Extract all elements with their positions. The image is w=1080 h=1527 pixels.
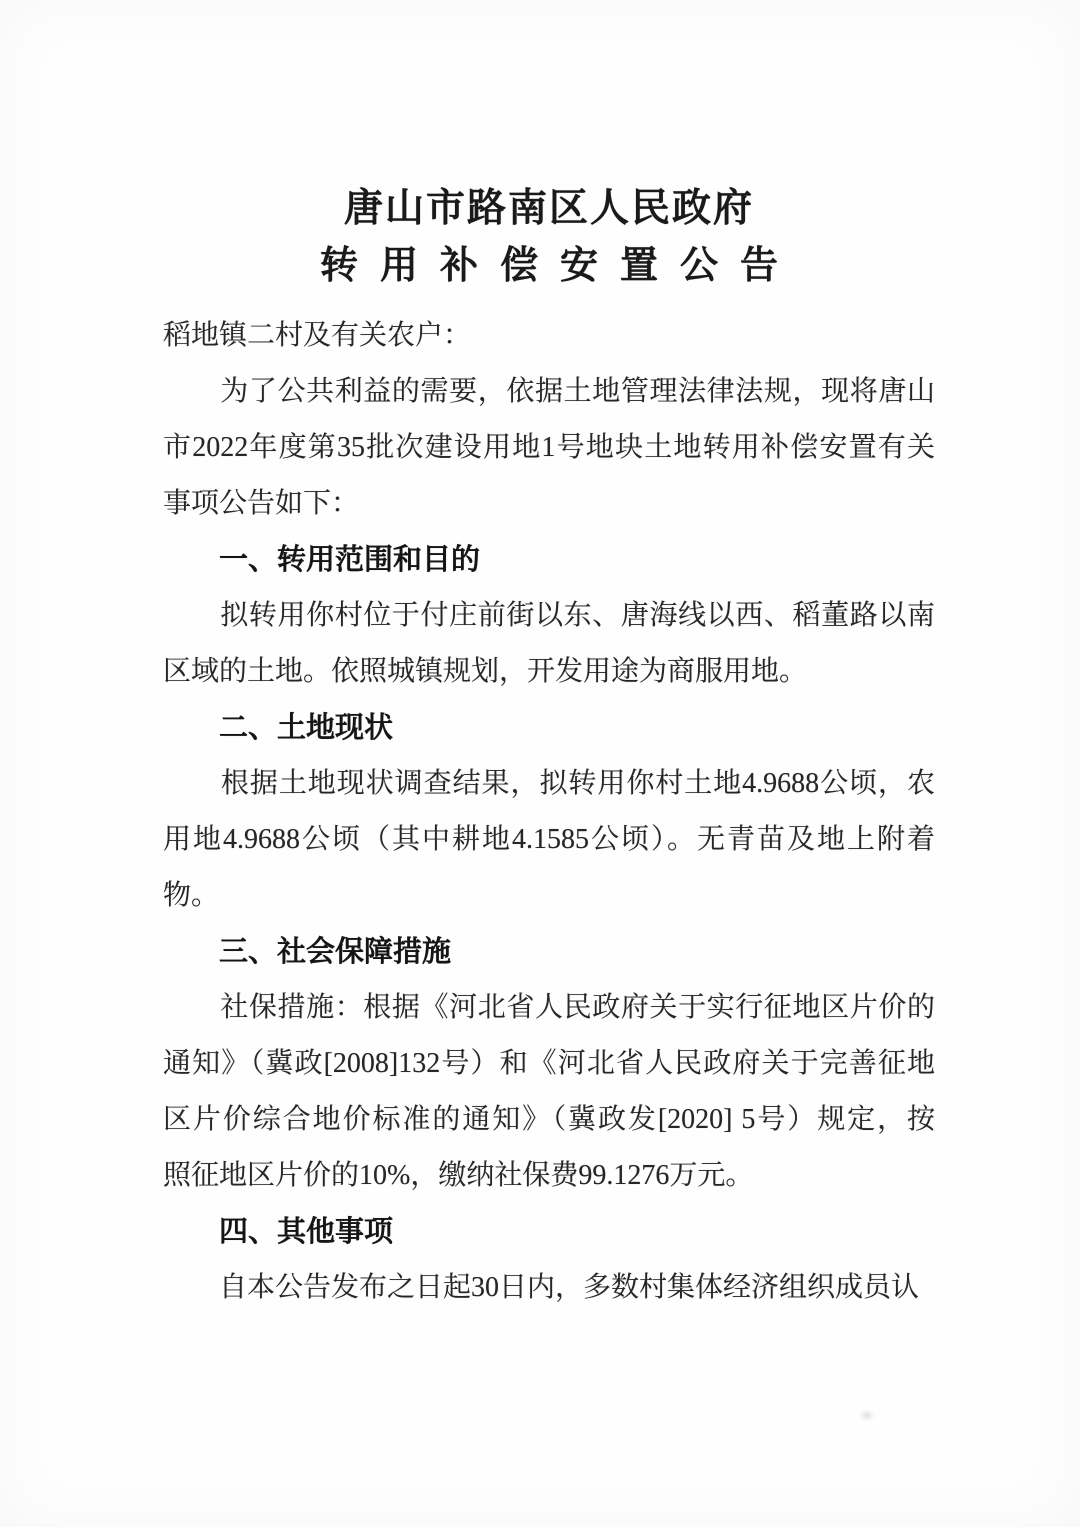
document-line: 市2022年度第35批次建设用地1号地块土地转用补偿安置有关 <box>163 432 935 463</box>
document-line: 用地4.9688公顷（其中耕地4.1585公顷）。无青苗及地上附着 <box>163 824 935 855</box>
document-line: 照征地区片价的10%，缴纳社保费99.1276万元。 <box>163 1160 754 1191</box>
document-line: 通知》（冀政[2008]132号）和《河北省人民政府关于完善征地 <box>163 1048 935 1079</box>
document-body <box>163 308 935 1316</box>
section-1-paragraph <box>163 588 935 700</box>
document-line: 物。 <box>163 880 220 911</box>
document-line: 事项公告如下： <box>163 488 360 519</box>
document-title-line2: 转用补偿安置公告 <box>319 245 800 287</box>
document-line: 为了公共利益的需要，依据土地管理法律法规，现将唐山 <box>163 376 935 407</box>
intro-paragraph <box>163 364 935 532</box>
document-line: 社保措施：根据《河北省人民政府关于实行征地区片价的 <box>163 992 935 1023</box>
section-2-paragraph <box>163 756 935 924</box>
document-line: 四、其他事项 <box>219 1216 394 1248</box>
section-heading-2 <box>163 700 935 756</box>
section-heading-1 <box>163 532 935 588</box>
document-line: 区片价综合地价标准的通知》（冀政发[2020] 5号）规定，按 <box>163 1104 935 1135</box>
document-line: 区域的土地。依照城镇规划，开发用途为商服用地。 <box>163 656 808 687</box>
section-heading-3 <box>163 924 935 980</box>
section-heading-4 <box>163 1204 935 1260</box>
document-line: 三、社会保障措施 <box>219 936 452 968</box>
document-line: 根据土地现状调查结果，拟转用你村土地4.9688公顷，农 <box>163 768 935 799</box>
document-line: 自本公告发布之日起30日内，多数村集体经济组织成员认 <box>163 1272 920 1303</box>
scan-artifact <box>862 1412 872 1419</box>
document-content <box>163 0 935 1316</box>
document-line: 拟转用你村位于付庄前街以东、唐海线以西、稻董路以南 <box>163 600 935 631</box>
addressee-line <box>163 308 935 364</box>
document-line: 稻地镇二村及有关农户： <box>163 320 472 351</box>
section-4-paragraph <box>163 1260 935 1316</box>
document-line: 二、土地现状 <box>219 712 394 744</box>
document-title-line1: 唐山市路南区人民政府 <box>343 187 754 230</box>
section-3-paragraph <box>163 980 935 1204</box>
document-line: 一、转用范围和目的 <box>219 544 481 576</box>
